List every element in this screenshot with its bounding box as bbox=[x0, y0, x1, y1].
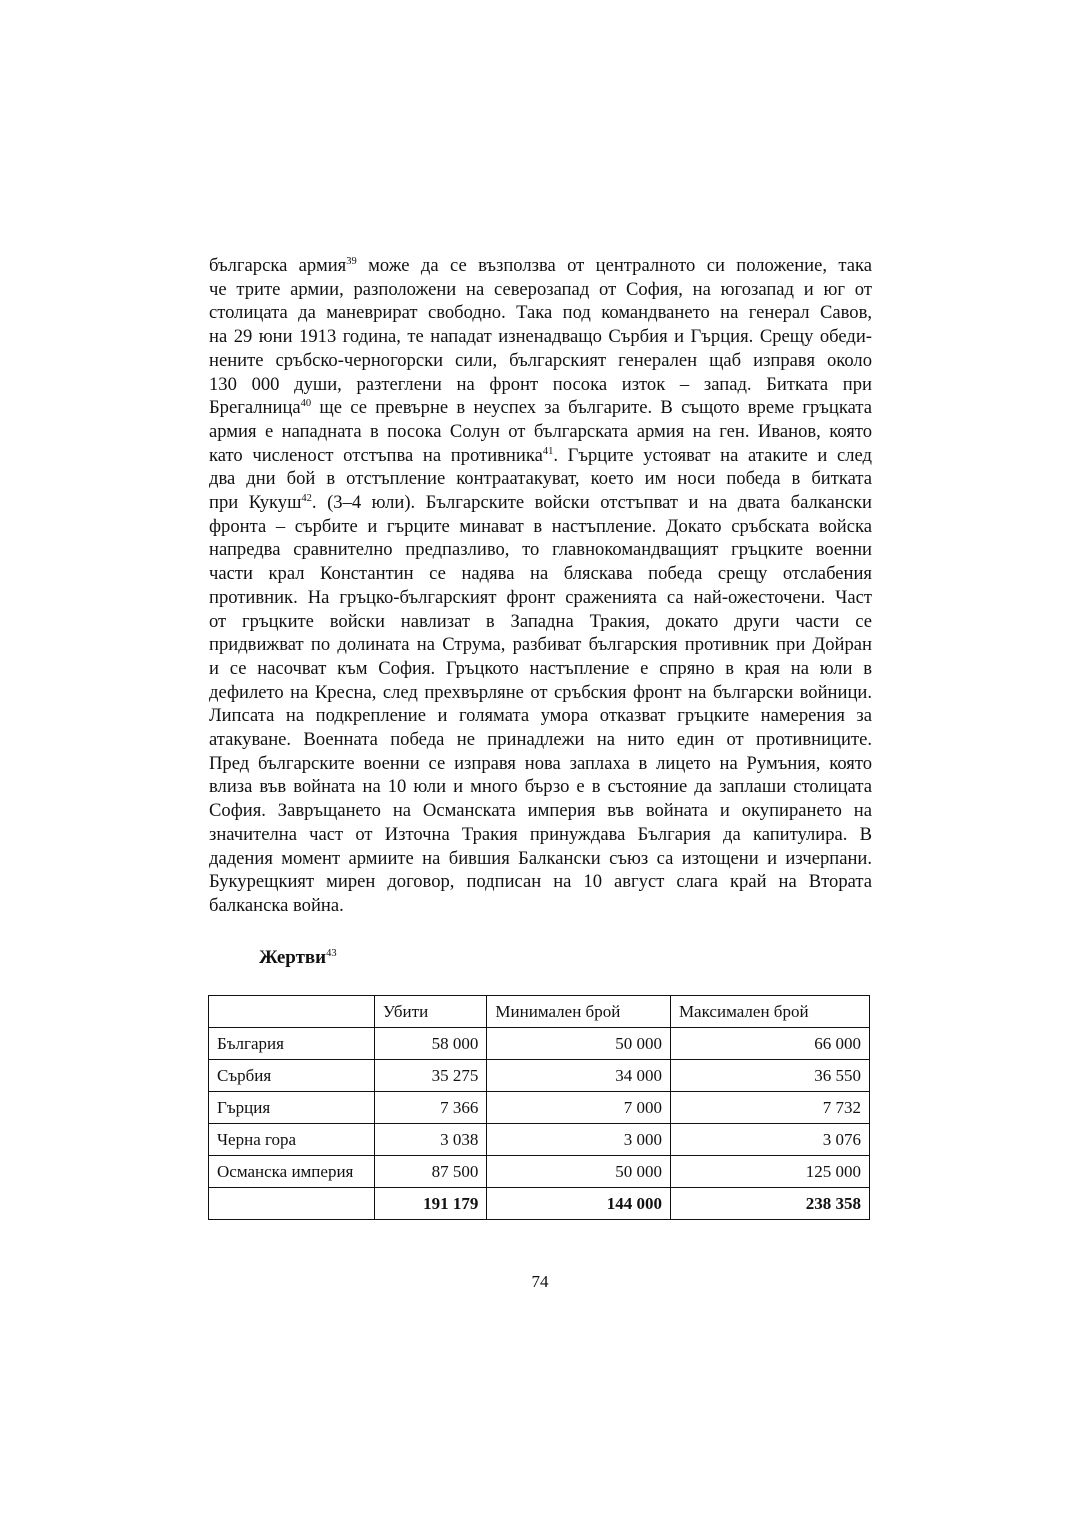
cell-max: 7 732 bbox=[670, 1092, 869, 1124]
body-text-run: на 29 юни 1913 година, те нападат изненадващо Сърбия и Гърция. Срещу обеди- bbox=[209, 326, 872, 348]
body-text-run: българска армия bbox=[209, 255, 347, 276]
body-text-run: Брегалница bbox=[209, 397, 301, 419]
cell-country: България bbox=[209, 1028, 375, 1060]
table-row bbox=[209, 1092, 870, 1124]
body-line bbox=[209, 515, 872, 539]
table-row bbox=[209, 1156, 870, 1188]
page-number: 74 bbox=[531, 1272, 549, 1291]
body-text-run: столицата да маневрират свободно. Така под командването на генерал Савов, bbox=[209, 302, 872, 324]
cell-killed: 3 038 bbox=[374, 1124, 486, 1156]
body-paragraph bbox=[209, 254, 872, 918]
body-text-run: при Кукуш bbox=[209, 492, 302, 514]
body-line bbox=[209, 775, 872, 799]
body-text-run: фронта – сърбите и гърците минават в настъпление. Докато сръбската войска bbox=[209, 515, 872, 537]
body-line bbox=[209, 823, 872, 847]
cell-killed: 7 366 bbox=[374, 1092, 486, 1124]
body-line bbox=[209, 491, 872, 515]
body-line bbox=[209, 657, 872, 681]
cell-country: Черна гора bbox=[209, 1124, 375, 1156]
header-max: Максимален брой bbox=[670, 996, 869, 1028]
body-line bbox=[209, 396, 872, 420]
body-line bbox=[209, 894, 872, 918]
body-text-run: противник. На гръцко-българският фронт сраженията са най-ожесточени. Част bbox=[209, 586, 872, 608]
body-text-run: . (3–4 юли). Българските войски отстъпват и на двата балкански bbox=[311, 492, 872, 514]
body-text-run: ще се превърне в неуспех за българите. В същото време гръцката bbox=[311, 397, 872, 419]
section-heading-text: Жертви bbox=[259, 947, 327, 968]
body-text-run: значителна част от Източна Тракия принуждава България да капитулира. В bbox=[209, 823, 872, 845]
cell-country: Османска империя bbox=[209, 1156, 375, 1188]
body-text-run: напредва сравнително предпазливо, то главнокомандващият гръцките военни bbox=[209, 539, 872, 561]
body-line bbox=[209, 728, 872, 752]
header-country bbox=[209, 996, 375, 1028]
body-text-run: атакуване. Военната победа не принадлежи на нито един от противниците. bbox=[209, 729, 872, 751]
body-line bbox=[209, 538, 872, 562]
cell-country: Сърбия bbox=[209, 1060, 375, 1092]
footnote-marker: 41 bbox=[542, 445, 554, 457]
body-line bbox=[209, 444, 872, 468]
body-line bbox=[209, 278, 872, 302]
body-line bbox=[209, 349, 872, 373]
cell-min: 50 000 bbox=[487, 1028, 671, 1060]
footnote-marker: 42 bbox=[301, 493, 312, 505]
body-line bbox=[209, 799, 872, 823]
table-row bbox=[209, 1060, 870, 1092]
body-line bbox=[209, 681, 872, 705]
table-row bbox=[209, 1124, 870, 1156]
body-text-run: придвижват по долината на Струма, разбиват българския противник при Дойран bbox=[209, 634, 872, 656]
cell-killed: 87 500 bbox=[374, 1156, 486, 1188]
body-text-run: като численост отстъпва на противника bbox=[209, 444, 543, 466]
body-text-run: . Гърците устояват на атаките и след bbox=[553, 444, 872, 466]
body-line bbox=[209, 254, 872, 278]
total-label-cell bbox=[209, 1188, 375, 1220]
casualties-table bbox=[208, 995, 870, 1220]
cell-max: 3 076 bbox=[670, 1124, 869, 1156]
cell-min: 7 000 bbox=[487, 1092, 671, 1124]
body-text-run: от гръцките войски навлизат в Западна Тракия, докато други части се bbox=[209, 610, 872, 632]
header-min: Минимален брой bbox=[487, 996, 671, 1028]
body-line bbox=[209, 752, 872, 776]
body-text-run: и се насочват към София. Гръцкото настъпление е спряно в края на юли в bbox=[209, 657, 872, 679]
section-heading bbox=[259, 947, 337, 969]
cell-max: 125 000 bbox=[670, 1156, 869, 1188]
body-line bbox=[209, 870, 872, 894]
total-killed: 191 179 bbox=[374, 1188, 486, 1220]
body-line bbox=[209, 562, 872, 586]
body-text-run: два дни бой в отстъпление контраатакуват, което им носи победа в битката bbox=[209, 468, 872, 490]
body-text-run: дадения момент армиите на бившия Балкански съюз са изтощени и изчерпани. bbox=[209, 847, 872, 869]
body-text-run: армия е нападната в посока Солун от българската армия на ген. Иванов, която bbox=[209, 420, 872, 442]
body-line bbox=[209, 610, 872, 634]
table-row bbox=[209, 1028, 870, 1060]
body-line bbox=[209, 704, 872, 728]
table-header-row bbox=[209, 996, 870, 1028]
body-text-run: Букурещкият мирен договор, подписан на 10 август слага край на Втората bbox=[209, 871, 872, 893]
body-text-run: балканска война. bbox=[209, 894, 344, 916]
cell-min: 34 000 bbox=[487, 1060, 671, 1092]
body-text-run: нените сръбско-черногорски сили, българският генерален щаб изправя около bbox=[209, 349, 872, 371]
body-line bbox=[209, 847, 872, 871]
body-text-run: части крал Константин се надява на бляскава победа срещу отслабения bbox=[209, 563, 872, 585]
cell-killed: 35 275 bbox=[374, 1060, 486, 1092]
body-line bbox=[209, 301, 872, 325]
body-line bbox=[209, 420, 872, 444]
cell-max: 36 550 bbox=[670, 1060, 869, 1092]
section-heading-footnote: 43 bbox=[326, 948, 337, 959]
cell-min: 50 000 bbox=[487, 1156, 671, 1188]
body-text-run: София. Завръщането на Османската империя във войната и окупирането на bbox=[209, 800, 872, 822]
footnote-marker: 39 bbox=[346, 256, 357, 267]
cell-min: 3 000 bbox=[487, 1124, 671, 1156]
body-text-run: дефилето на Кресна, след прехвърляне от сръбския фронт на български войници. bbox=[209, 681, 872, 703]
cell-country: Гърция bbox=[209, 1092, 375, 1124]
body-text bbox=[209, 254, 872, 918]
table-total-row bbox=[209, 1188, 870, 1220]
header-killed: Убити bbox=[374, 996, 486, 1028]
body-line bbox=[209, 467, 872, 491]
body-text-run: може да се възползва от централното си положение, така bbox=[356, 255, 872, 276]
cell-max: 66 000 bbox=[670, 1028, 869, 1060]
body-line bbox=[209, 373, 872, 397]
body-text-run: Липсата на подкрепление и голямата умора отказват гръцките намерения за bbox=[209, 705, 872, 727]
total-min: 144 000 bbox=[487, 1188, 671, 1220]
body-line bbox=[209, 325, 872, 349]
body-text-run: 130 000 души, разтеглени на фронт посока изток – запад. Битката при bbox=[209, 373, 872, 395]
cell-killed: 58 000 bbox=[374, 1028, 486, 1060]
body-line bbox=[209, 633, 872, 657]
body-text-run: Пред българските военни се изправя нова заплаха в лицето на Румъния, която bbox=[209, 752, 872, 774]
total-max: 238 358 bbox=[670, 1188, 869, 1220]
body-text-run: влиза във войната на 10 юли и много бързо е в състояние да заплаши столицата bbox=[209, 776, 872, 798]
body-text-run: че трите армии, разположени на северозапад от София, на югозапад и юг от bbox=[209, 278, 872, 300]
footnote-marker: 40 bbox=[300, 398, 312, 410]
body-line bbox=[209, 586, 872, 610]
